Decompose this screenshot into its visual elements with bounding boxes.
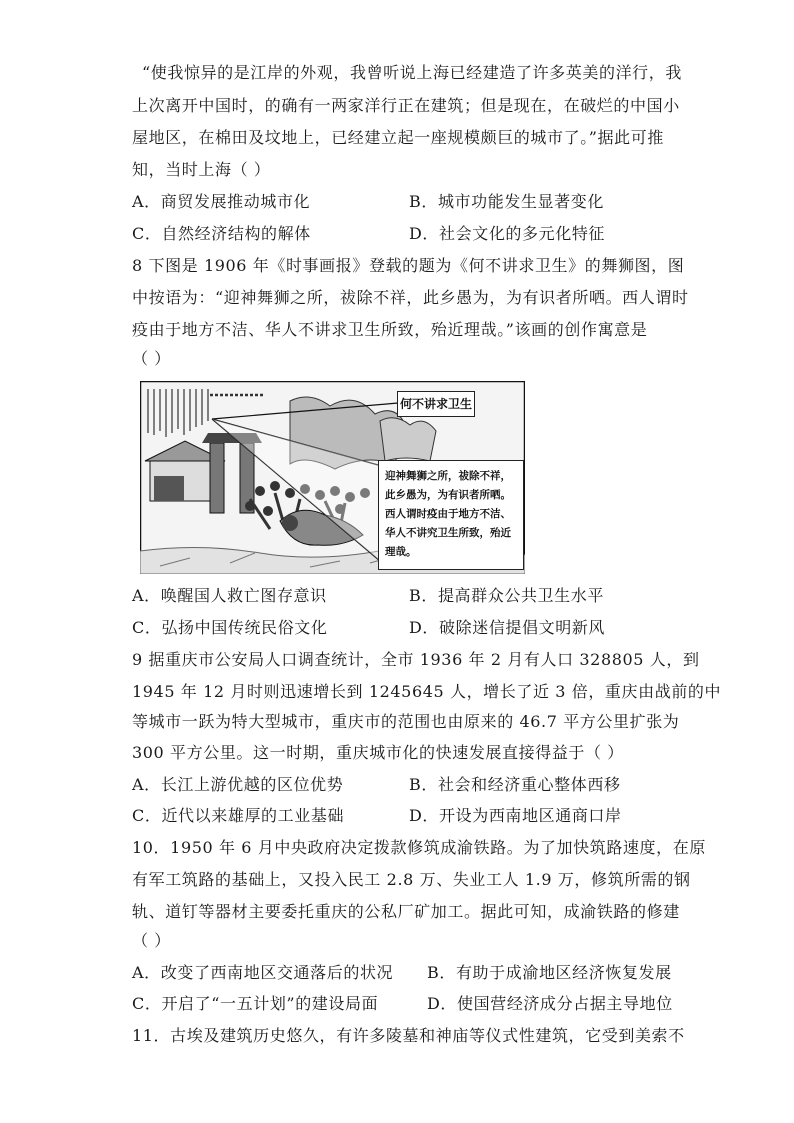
question-text-line: 1945 年 12 月时则迅速增长到 1245645 人，增长了近 3 倍，重庆由战前的中 [132, 682, 722, 701]
option-c[interactable]: C．开启了“一五计划”的建设局面 [132, 994, 379, 1013]
question-text-line: 10．1950 年 6 月中央政府决定拨款修筑成渝铁路。为了加快筑路速度，在原 [132, 838, 706, 857]
option-b[interactable]: B．提高群众公共卫生水平 [409, 586, 604, 605]
option-d[interactable]: D．使国营经济成分占据主导地位 [427, 994, 673, 1013]
option-c[interactable]: C．弘扬中国传统民俗文化 [132, 618, 328, 637]
option-c[interactable]: C．近代以来雄厚的工业基础 [132, 806, 345, 825]
option-d[interactable]: D．开设为西南地区通商口岸 [409, 806, 622, 825]
question-text-line: 上次离开中国时，的确有一两家洋行正在建筑；但是现在，在破烂的中国小 [132, 96, 680, 115]
option-a[interactable]: A．商贸发展推动城市化 [132, 192, 311, 211]
option-a[interactable]: A．唤醒国人救亡图存意识 [132, 586, 327, 605]
question-text-line: “使我惊异的是江岸的外观，我曾听说上海已经建造了许多英美的洋行，我 [142, 63, 682, 82]
question-text-line: （ ） [132, 349, 171, 368]
figure-callout-text: 迎神舞狮之所，祓除不祥，此乡愚为，为有识者所哂。西人谓时疫由于地方不洁、华人不讲究卫生所致，殆近理哉。 [378, 460, 524, 570]
question-text-line: 等城市一跃为特大型城市，重庆市的范围也由原来的 46.7 平方公里扩张为 [132, 712, 680, 731]
question-text-line: 有军工筑路的基础上，又投入民工 2.8 万、失业工人 1.9 万，修筑所需的钢 [132, 870, 691, 889]
question-text-line: 8 下图是 1906 年《时事画报》登载的题为《何不讲求卫生》的舞狮图，图 [132, 256, 685, 275]
question-text-line: 屋地区，在棉田及坟地上，已经建立起一座规模颇巨的城市了。”据此可推 [132, 128, 664, 147]
option-a[interactable]: A．长江上游优越的区位优势 [132, 775, 344, 794]
question-text-line: 11．古埃及建筑历史悠久，有许多陵墓和神庙等仪式性建筑，它受到美索不 [132, 1026, 685, 1045]
option-b[interactable]: B．有助于成渝地区经济恢复发展 [427, 963, 672, 982]
question-text-line: 轨、道钉等器材主要委托重庆的公私厂矿加工。据此可知，成渝铁路的修建 [132, 902, 680, 921]
question-text-line: （ ） [132, 931, 171, 950]
question-text-line: 知，当时上海（ ） [132, 160, 271, 179]
question-text-line: 9 据重庆市公安局人口调查统计，全市 1936 年 2 月有人口 328805 人，到 [132, 650, 700, 669]
option-b[interactable]: B．社会和经济重心整体西移 [409, 775, 621, 794]
figure-callout-title: 何不讲求卫生 [397, 391, 475, 417]
option-c[interactable]: C．自然经济结构的解体 [132, 224, 311, 243]
option-d[interactable]: D．破除迷信提倡文明新风 [409, 618, 606, 637]
question-text-line: 疫由于地方不洁、华人不讲求卫生所致，殆近理哉。”该画的创作寓意是 [132, 320, 648, 339]
option-b[interactable]: B．城市功能发生显著变化 [409, 192, 604, 211]
question-text-line: 中按语为：“迎神舞狮之所，祓除不祥，此乡愚为，为有识者所哂。西人谓时 [132, 288, 689, 307]
question-text-line: 300 平方公里。这一时期，重庆城市化的快速发展直接得益于（ ） [132, 743, 624, 762]
option-d[interactable]: D．社会文化的多元化特征 [409, 224, 606, 243]
option-a[interactable]: A．改变了西南地区交通落后的状况 [132, 963, 394, 982]
